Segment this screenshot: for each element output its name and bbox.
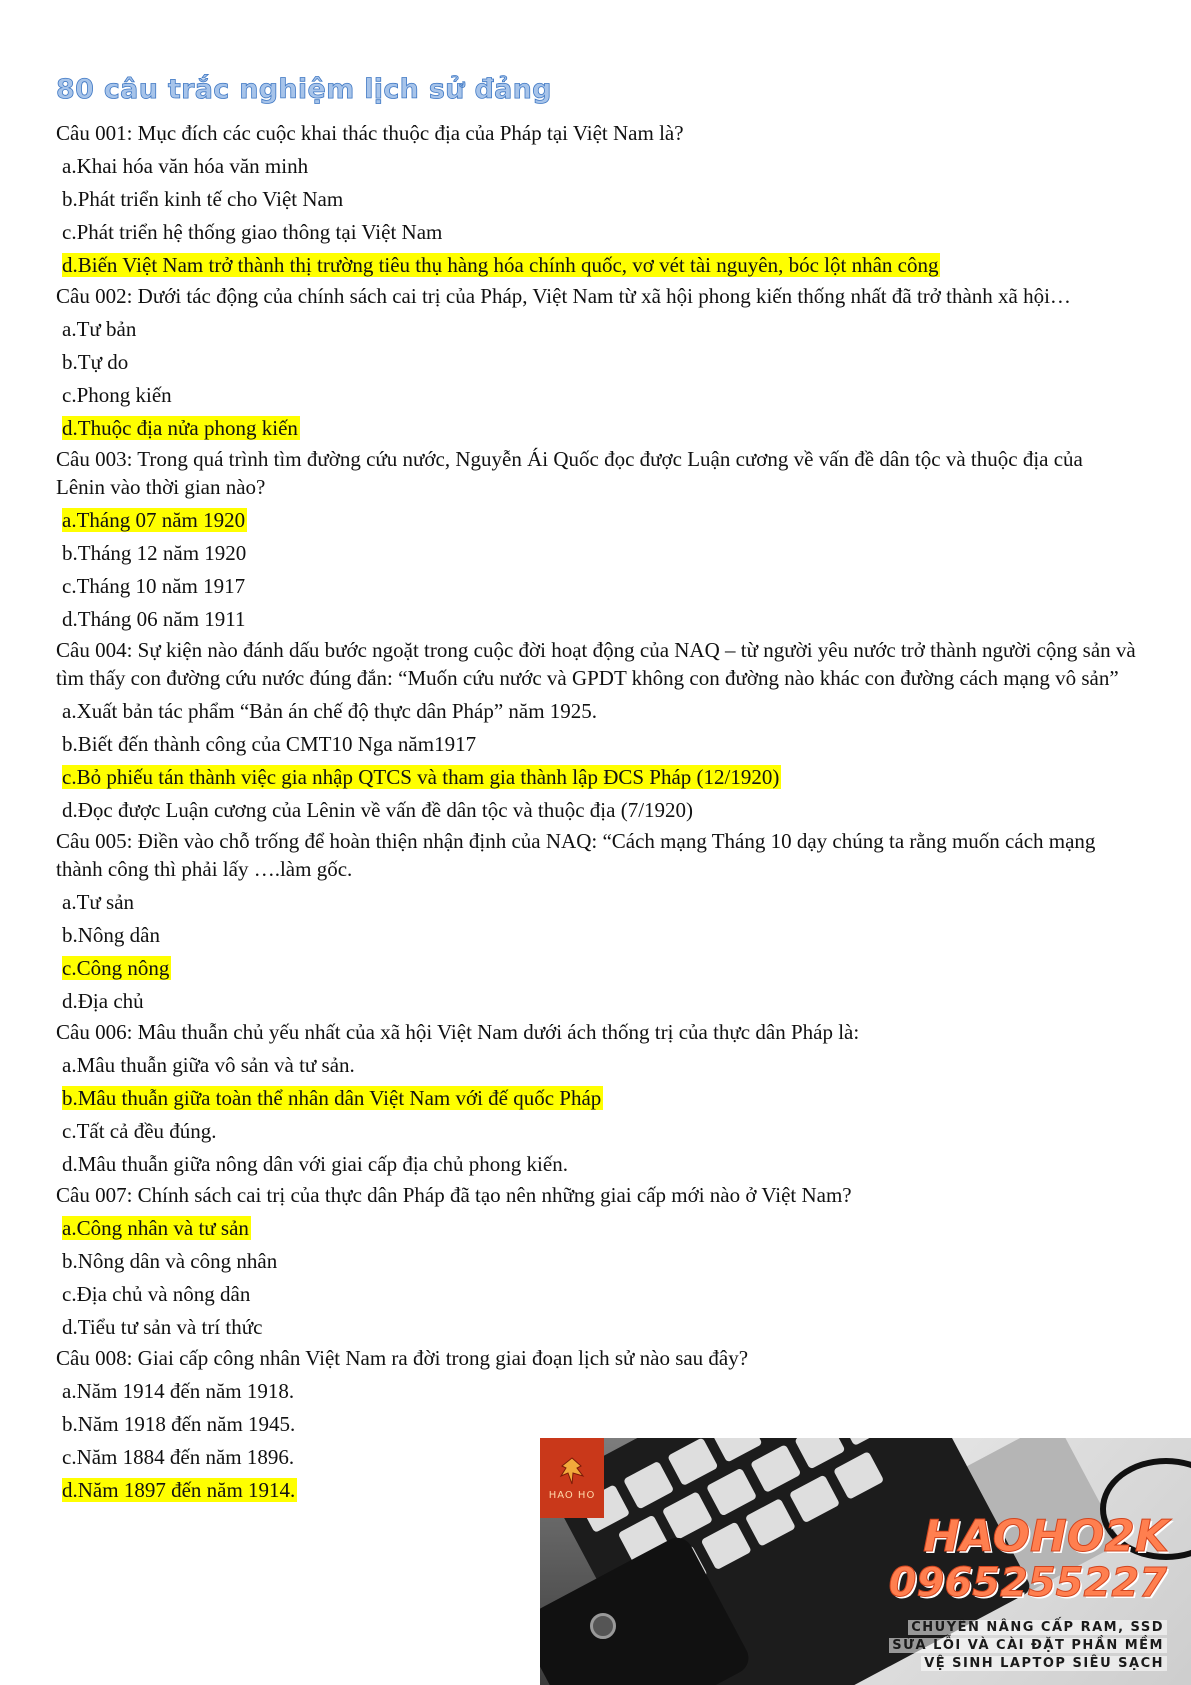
answer-option	[56, 763, 1136, 791]
answer-option	[56, 572, 1136, 600]
correct-answer-text: c.Công nông	[62, 956, 170, 980]
phone-camera	[590, 1613, 616, 1639]
phone-number: 0965255227	[888, 1560, 1167, 1606]
answer-text: b.Phát triển kinh tế cho Việt Nam	[62, 187, 344, 211]
question-block	[56, 1181, 1136, 1341]
keyboard-key	[745, 1498, 796, 1547]
answer-text: a.Tư sản	[62, 890, 135, 914]
answer-option	[56, 1150, 1136, 1178]
question-block	[56, 282, 1136, 442]
question-block	[56, 827, 1136, 1015]
keyboard-key	[623, 1461, 674, 1510]
keyboard-key	[662, 1491, 713, 1540]
promo-banner	[540, 1438, 1191, 1685]
answer-option	[56, 506, 1136, 534]
question-block	[56, 445, 1136, 633]
correct-answer-text: b.Mâu thuẫn giữa toàn thể nhân dân Việt Nam với đế quốc Pháp	[62, 1086, 602, 1110]
answer-option	[56, 1313, 1136, 1341]
answer-option	[56, 697, 1136, 725]
answer-option	[56, 251, 1136, 279]
dragon-logo-icon	[557, 1456, 587, 1486]
answer-option	[56, 152, 1136, 180]
service-line: SỬA LỖI VÀ CÀI ĐẶT PHẦN MỀM	[889, 1638, 1167, 1653]
question-text: Câu 008: Giai cấp công nhân Việt Nam ra đời trong giai đoạn lịch sử nào sau đây?	[56, 1346, 749, 1370]
correct-answer-text: c.Bỏ phiếu tán thành việc gia nhập QTCS và tham gia thành lập ĐCS Pháp (12/1920)	[62, 765, 780, 789]
question-text: Câu 001: Mục đích các cuộc khai thác thuộc địa của Pháp tại Việt Nam là?	[56, 121, 684, 145]
answer-option	[56, 921, 1136, 949]
answer-text: c.Tháng 10 năm 1917	[62, 574, 246, 598]
keyboard-key	[789, 1475, 840, 1524]
keyboard-key	[794, 1438, 845, 1469]
answer-option	[56, 954, 1136, 982]
correct-answer-text: a.Công nhân và tư sản	[62, 1216, 249, 1240]
answer-text: a.Xuất bản tác phẩm “Bản án chế độ thực dân Pháp” năm 1925.	[62, 699, 598, 723]
answer-text: b.Tự do	[62, 350, 129, 374]
answer-option	[56, 1214, 1136, 1242]
answer-option	[56, 1377, 1136, 1405]
answer-text: d.Tháng 06 năm 1911	[62, 607, 246, 631]
answer-text: a.Mâu thuẫn giữa vô sản và tư sản.	[62, 1053, 355, 1077]
answer-option	[56, 539, 1136, 567]
answer-option	[56, 796, 1136, 824]
answer-option	[56, 1117, 1136, 1145]
answer-option	[56, 605, 1136, 633]
keyboard-key	[706, 1468, 757, 1517]
answer-text: b.Nông dân	[62, 923, 160, 947]
correct-answer-text: d.Thuộc địa nửa phong kiến	[62, 416, 298, 440]
question-text: Câu 007: Chính sách cai trị của thực dân Pháp đã tạo nên những giai cấp mới nào ở Việt Nam?	[56, 1183, 852, 1207]
keyboard-key	[838, 1438, 889, 1446]
document-title: 80 câu trắc nghiệm lịch sử đảng	[56, 74, 552, 105]
service-line: CHUYÊN NÂNG CẤP RAM, SSD	[908, 1620, 1167, 1635]
answer-text: b.Năm 1918 đến năm 1945.	[62, 1412, 296, 1436]
answer-option	[56, 315, 1136, 343]
answer-option	[56, 381, 1136, 409]
answer-option	[56, 1410, 1136, 1438]
question-text: Câu 002: Dưới tác động của chính sách cai trị của Pháp, Việt Nam từ xã hội phong kiến thống nhất đã trở thành xã hội…	[56, 284, 1071, 308]
question-block	[56, 119, 1136, 279]
answer-text: a.Tư bản	[62, 317, 137, 341]
answer-text: d.Đọc được Luận cương của Lênin về vấn đề dân tộc và thuộc địa (7/1920)	[62, 798, 694, 822]
question-text: Câu 006: Mâu thuẫn chủ yếu nhất của xã hội Việt Nam dưới ách thống trị của thực dân Pháp là:	[56, 1020, 860, 1044]
keyboard-key	[701, 1521, 752, 1570]
answer-text: a.Năm 1914 đến năm 1918.	[62, 1379, 295, 1403]
answer-text: d.Tiểu tư sản và trí thức	[62, 1315, 263, 1339]
answer-option	[56, 730, 1136, 758]
answer-option	[56, 185, 1136, 213]
answer-text: c.Tất cả đều đúng.	[62, 1119, 217, 1143]
answer-text: b.Nông dân và công nhân	[62, 1249, 278, 1273]
question-text: Câu 004: Sự kiện nào đánh dấu bước ngoặt trong cuộc đời hoạt động của NAQ – từ người yêu nước trở thành người cộng sản và tìm thấy con đường cứu nước đúng đắn: “Muốn cứu nước và GPDT không con đường nào khác con đường cách mạng vô sản”	[56, 638, 1136, 690]
correct-answer-text: a.Tháng 07 năm 1920	[62, 508, 246, 532]
answer-option	[56, 414, 1136, 442]
logo-text: HAO HO	[548, 1489, 596, 1501]
answer-option	[56, 1247, 1136, 1275]
correct-answer-text: d.Biến Việt Nam trở thành thị trường tiêu thụ hàng hóa chính quốc, vơ vét tài nguyên, bóc lột nhân công	[62, 253, 939, 277]
answer-option	[56, 1280, 1136, 1308]
question-text: Câu 005: Điền vào chỗ trống để hoàn thiện nhận định của NAQ: “Cách mạng Tháng 10 dạy chúng ta rằng muốn cách mạng thành công thì phải lấy ….làm gốc.	[56, 829, 1096, 881]
brand-name: HAOHO2K	[923, 1511, 1169, 1562]
answer-option	[56, 348, 1136, 376]
keyboard-key	[667, 1438, 718, 1486]
shop-logo	[540, 1438, 604, 1518]
answer-text: a.Khai hóa văn hóa văn minh	[62, 154, 309, 178]
question-text: Câu 003: Trong quá trình tìm đường cứu nước, Nguyễn Ái Quốc đọc được Luận cương về vấn đề dân tộc và thuộc địa của Lênin vào thời gian nào?	[56, 447, 1083, 499]
keyboard-key	[833, 1451, 884, 1500]
answer-text: d.Mâu thuẫn giữa nông dân với giai cấp địa chủ phong kiến.	[62, 1152, 568, 1176]
question-block	[56, 1018, 1136, 1178]
keyboard-key	[750, 1444, 801, 1493]
answer-option	[56, 987, 1136, 1015]
answer-option	[56, 1084, 1136, 1112]
answer-text: b.Biết đến thành công của CMT10 Nga năm1917	[62, 732, 477, 756]
answer-option	[56, 1051, 1136, 1079]
answer-text: c.Địa chủ và nông dân	[62, 1282, 251, 1306]
answer-text: d.Địa chủ	[62, 989, 144, 1013]
correct-answer-text: d.Năm 1897 đến năm 1914.	[62, 1478, 296, 1502]
question-list	[56, 116, 1136, 1504]
question-block	[56, 636, 1136, 824]
answer-text: c.Năm 1884 đến năm 1896.	[62, 1445, 295, 1469]
answer-option	[56, 888, 1136, 916]
answer-option	[56, 218, 1136, 246]
answer-text: c.Phong kiến	[62, 383, 172, 407]
answer-text: b.Tháng 12 năm 1920	[62, 541, 247, 565]
answer-text: c.Phát triển hệ thống giao thông tại Việt Nam	[62, 220, 443, 244]
service-line: VỆ SINH LAPTOP SIÊU SẠCH	[921, 1656, 1167, 1671]
